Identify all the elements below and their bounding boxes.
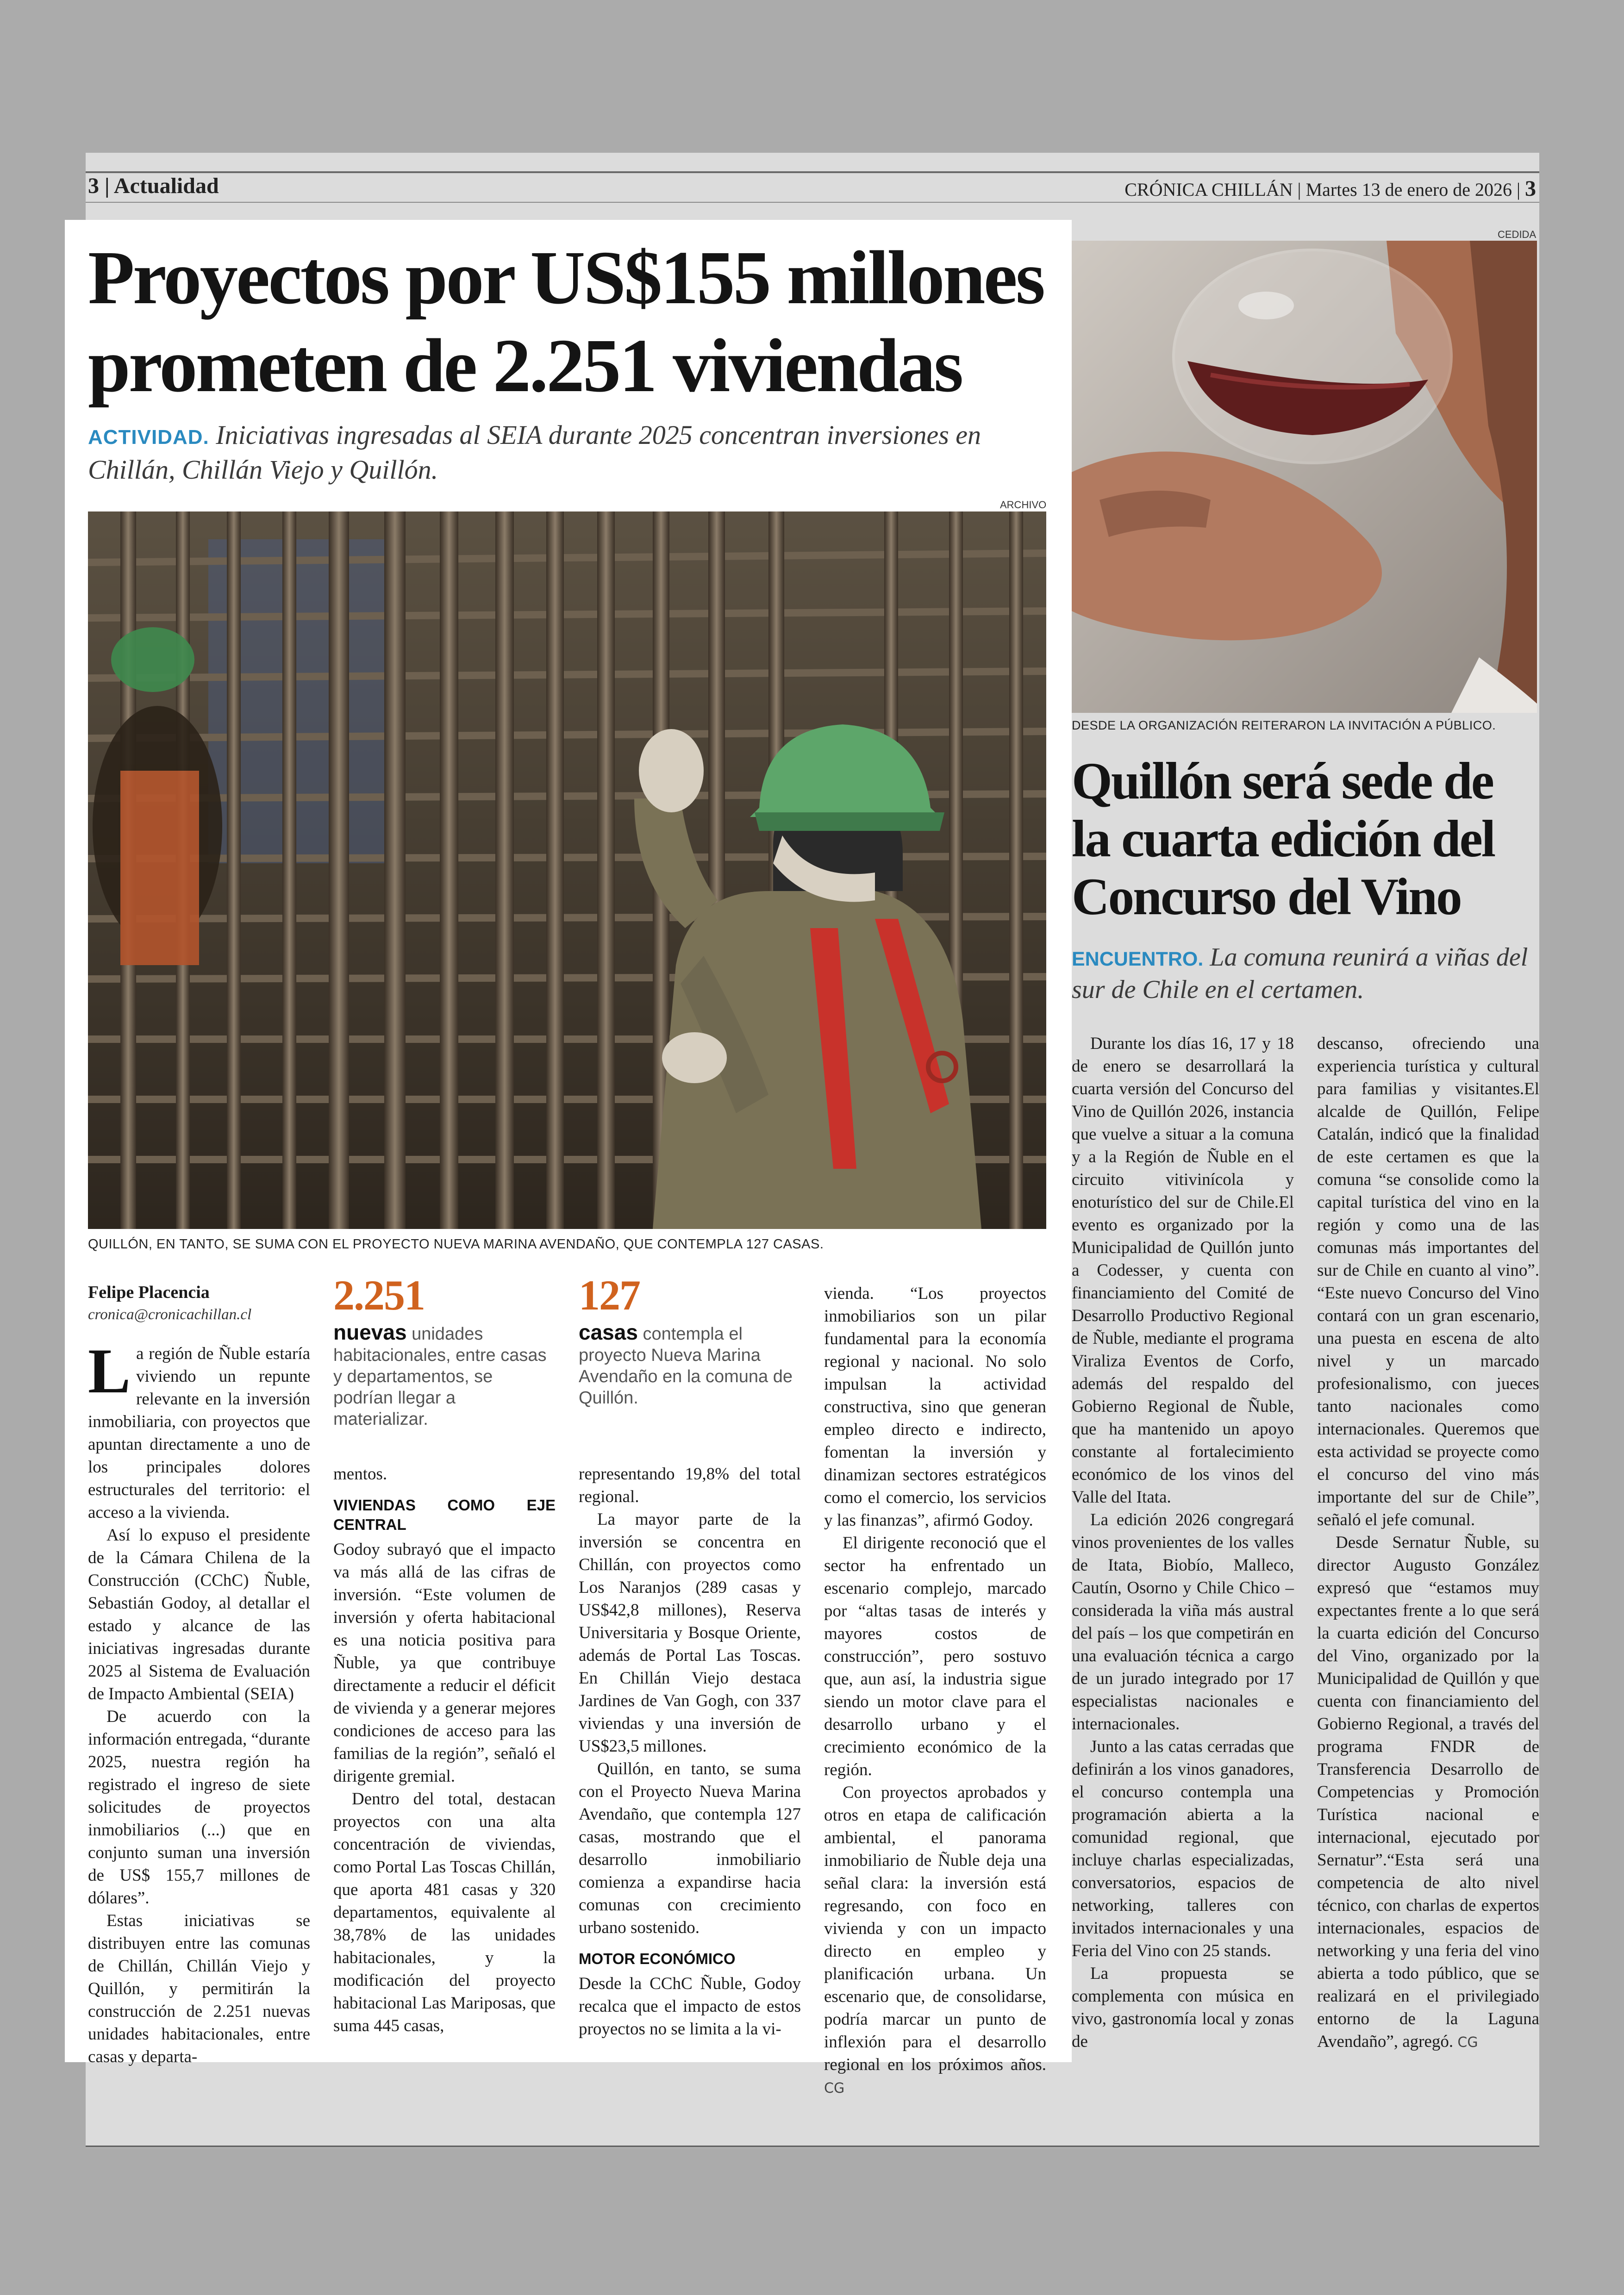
- stat-viviendas-desc: unidades habitacionales, entre casas y departamentos, se podrían llegar a materializar.: [333, 1324, 547, 1429]
- footer-rule: [86, 2145, 1539, 2147]
- main-col2-p0: mentos.: [333, 1465, 387, 1484]
- construction-rebar-image: [88, 511, 1046, 1229]
- main-deck-kicker: ACTIVIDAD.: [88, 426, 209, 449]
- side-photo-wine-glass: [1072, 241, 1537, 713]
- byline-name: Felipe Placencia: [88, 1283, 210, 1302]
- main-column-1: [88, 1335, 310, 2068]
- main-col4-p2: [824, 1781, 1046, 2100]
- side-headline-line3: Concurso del Vino: [1072, 868, 1461, 926]
- main-headline-line2: prometen de 2.251 viviendas: [88, 323, 962, 408]
- main-headline-line1: Proyectos por US$155 millones: [88, 235, 1044, 320]
- side-end-mark-icon: CG: [1457, 2034, 1478, 2051]
- side-headline-line1: Quillón será sede de: [1072, 752, 1493, 810]
- main-col2-p2: Dentro del total, destacan proyectos con una alta concentración de viviendas, como Portal Las Toscas Chillán, que aporta 481 casas y 320 departamentos, equivalente al 38,78% de las unidades habitacionales, y la modificación del proyecto habitacional Las Mariposas, que suma 445 casas,: [333, 1790, 556, 2035]
- stat-viviendas-number: 2.251: [333, 1272, 425, 1319]
- page-number: 3: [88, 174, 99, 198]
- main-photo-credit: ARCHIVO: [1000, 499, 1047, 511]
- main-col1-p1-text: a región de Ñuble estaría viviendo un repunte relevante en la inversión inmobiliaria, con proyectos que apuntan directamente a uno de los principales dolores estructurales del territorio: el acceso a la vivienda.: [88, 1344, 310, 1522]
- section-name: Actualidad: [113, 174, 219, 198]
- side-photo-caption: DESDE LA ORGANIZACIÓN REITERARON LA INVITACIÓN A PÚBLICO.: [1072, 718, 1496, 732]
- main-col1-p1: [88, 1335, 310, 1524]
- main-col2-p1: Godoy subrayó que el impacto va más allá de las cifras de inversión. “Este volumen de inversión y oferta habitacional es una noticia positiva para Ñuble, ya que contribuye directamente a reducir el déficit de vivienda y a generar mejores condiciones de acceso para las familias de la región”, señaló el dirigente gremial.: [333, 1540, 556, 1786]
- end-mark-icon: CG: [824, 2080, 845, 2096]
- issue-date: Martes 13 de enero de 2026: [1305, 179, 1512, 200]
- side-col2-p0: descanso, ofreciendo una experiencia turística y cultural para familias y visitantes.El alcalde de Quillón, Felipe Catalán, indicó que la finalidad de este certamen es que la comuna “se consolide como la capital turística del vino en la región y como una de las comunas más importantes del sur de Chile en cuanto al vino”. “Este nuevo Concurso del Vino contará con un gran escenario, una puesta en escena de alto nivel y un marcado profesionalismo, con jueces tanto nacionales como internacionales. Queremos que esta actividad se proyecte como el concurso del vino más importante del sur de Chile”, señaló el jefe comunal.: [1317, 1034, 1539, 1529]
- main-col4-p1: El dirigente reconoció que el sector ha enfrentado un escenario complejo, marcado por “altas tasas de interés y mayores costos de construcción”, pero sostuvo que, aun así, la industria sigue siendo un motor clave para el desarrollo urbano y el crecimiento económico de la región.: [824, 1534, 1046, 1779]
- side-headline-line2: la cuarta edición del: [1072, 810, 1495, 868]
- publication-name: CRÓNICA CHILLÁN: [1124, 179, 1293, 200]
- main-photo-caption: QUILLÓN, EN TANTO, SE SUMA CON EL PROYECTO NUEVA MARINA AVENDAÑO, QUE CONTEMPLA 127 CASAS.: [88, 1237, 824, 1252]
- side-col1-p4: La propuesta se complementa con música en vivo, gastronomía local y zonas de: [1072, 1964, 1294, 2051]
- main-col3-p1: La mayor parte de la inversión se concentra en Chillán, con proyectos como Los Naranjos (289 casas y US$42,8 millones), Reserva Universitaria y Bosque Oriente, además de Portal Las Toscas. En Chillán Viejo destaca Jardines de Van Gogh, con 337 viviendas y una inversión de US$23,5 millones.: [579, 1510, 801, 1756]
- header-rule: [86, 171, 1539, 173]
- wine-glass-image: [1072, 241, 1537, 713]
- main-headline: [88, 234, 1051, 410]
- side-deck: [1072, 942, 1539, 1005]
- side-photo-credit: CEDIDA: [1498, 229, 1537, 240]
- main-photo-construction-worker: [88, 511, 1046, 1229]
- side-column-2: [1317, 1032, 1539, 2054]
- stat-casas-text: [579, 1322, 796, 1409]
- main-col3-p0: representando 19,8% del total regional.: [579, 1465, 801, 1506]
- page-header-right: CRÓNICA CHILLÁN | Martes 13 de enero de 2026 | 3: [1124, 176, 1536, 201]
- page-number-right: 3: [1525, 176, 1536, 201]
- main-col4-p2-text: Con proyectos aprobados y otros en etapa de calificación ambiental, el panorama inmobiliario de Ñuble deja una señal clara: la inversión está regresando, con foco en vivienda y con un impacto directo en empleo y planificación urbana. Un escenario que, de consolidarse, podría marcar un punto de inflexión para el desarrollo regional en los próximos años.: [824, 1783, 1046, 2074]
- main-col3-p3: Desde la CChC Ñuble, Godoy recalca que el impacto de estos proyectos no se limita a la vi-: [579, 1974, 801, 2039]
- side-column-1: [1072, 1032, 1294, 2053]
- dropcap: L: [88, 1335, 131, 1406]
- byline-email: cronica@cronicachillan.cl: [88, 1306, 252, 1323]
- main-col1-p4: Estas iniciativas se distribuyen entre las comunas de Chillán, Chillán Viejo y Quillón, y permitirán la construcción de 2.251 nuevas unidades habitacionales, entre casas y departa-: [88, 1911, 310, 2066]
- main-column-2: [333, 1463, 556, 2037]
- stat-casas-bold: casas: [579, 1320, 638, 1344]
- main-deck: [88, 419, 1042, 486]
- side-col2-p1: [1317, 1531, 1539, 2054]
- side-col1-p3: Junto a las catas cerradas que definirán a los vinos ganadores, el concurso contempla una programación abierta a la comunidad regional, que incluye charlas especializadas, conversatorios, espacios de networking, talleres con invitados internacionales y una Feria del Vino con 25 stands.: [1072, 1737, 1294, 1960]
- side-deck-kicker: ENCUENTRO.: [1072, 948, 1204, 970]
- main-col1-p3: De acuerdo con la información entregada, “durante 2025, nuestra región ha registrado el ingreso de siete solicitudes de proyectos inmobiliarios (...) que en conjunto suman una inversión de US$ 155,7 millones de dólares”.: [88, 1707, 310, 1908]
- main-column-3: [579, 1463, 801, 2040]
- side-headline: [1072, 752, 1539, 926]
- side-deck-text: La comuna reunirá a viñas del sur de Chile en el certamen.: [1072, 943, 1528, 1004]
- page-header-left: 3 | Actualidad: [88, 174, 219, 198]
- main-col1-p2: Así lo expuso el presidente de la Cámara Chilena de la Construcción (CChC) Ñuble, Sebastián Godoy, al detallar el estado y alcance de las iniciativas ingresadas durante 2025 al Sistema de Evaluación de Impacto Ambiental (SEIA): [88, 1526, 310, 1703]
- stat-casas-number: 127: [579, 1272, 640, 1319]
- side-col1-p2: La edición 2026 congregará vinos provenientes de los valles de Itata, Biobío, Malleco, Cautín, Osorno y Chile Chico – considerada la viña más austral del país – los que competirán en una evaluación técnica a cargo de un jurado integrado por 17 especialistas nacionales e internacionales.: [1072, 1510, 1294, 1734]
- main-column-4: [824, 1282, 1046, 2100]
- subhead-viviendas: VIVIENDAS COMO EJE CENTRAL: [333, 1497, 556, 1533]
- header-rule-bottom: [86, 202, 1539, 203]
- side-col2-p1-text: Desde Sernatur Ñuble, su director Augusto González expresó que “estamos muy expectantes frente a lo que será la cuarta edición del Concurso del Vino, organizado por la Municipalidad de Quillón y que cuenta con financiamiento del Gobierno Regional, a través del programa FNDR de Transferencia Desarrollo de Competencias y Promoción Turística nacional e internacional, ejecutado por Sernatur”.“Esta será una competencia de alto nivel técnico, con charlas de expertos internacionales, espacios de networking y una feria del vino abierta a todo público, que se realizará en el privilegiado entorno de la Laguna Avendaño”, agregó.: [1317, 1533, 1539, 2051]
- subhead-motor-economico: MOTOR ECONÓMICO: [579, 1950, 736, 1967]
- stat-viviendas-text: [333, 1322, 551, 1430]
- main-col4-p0: vienda. “Los proyectos inmobiliarios son un pilar fundamental para la economía regional y nacional. No solo impulsan la actividad constructiva, sino que generan empleo directo e indirecto, fomentan la inversión y dinamizan sectores estratégicos como el comercio, los servicios y las finanzas”, afirmó Godoy.: [824, 1284, 1046, 1530]
- main-deck-text: Iniciativas ingresadas al SEIA durante 2025 concentran inversiones en Chillán, Chillán Viejo y Quillón.: [88, 420, 981, 485]
- main-col3-p2: Quillón, en tanto, se suma con el Proyecto Nueva Marina Avendaño, que contempla 127 casas, mostrando que el desarrollo inmobiliario comienza a expandirse hacia comunas con crecimiento urbano sostenido.: [579, 1759, 801, 1937]
- stat-casas-desc: contempla el proyecto Nueva Marina Avendaño en la comuna de Quillón.: [579, 1324, 793, 1408]
- stat-viviendas-bold: nuevas: [333, 1320, 407, 1344]
- side-col1-p1: Durante los días 16, 17 y 18 de enero se desarrollará la cuarta versión del Concurso del Vino de Quillón 2026, instancia que vuelve a situar a la comuna y a la Región de Ñuble en el circuito vitivinícola y enoturístico del sur de Chile.El evento es organizado por la Municipalidad de Quillón junto a Codesser, y cuenta con financiamiento del Comité de Desarrollo Productivo Regional de Ñuble, mediante el programa Viraliza Eventos de Corfo, además del respaldo del Gobierno Regional de Ñuble, que ha mantenido un apoyo constante al fortalecimiento económico de los vinos del Valle del Itata.: [1072, 1034, 1294, 1507]
